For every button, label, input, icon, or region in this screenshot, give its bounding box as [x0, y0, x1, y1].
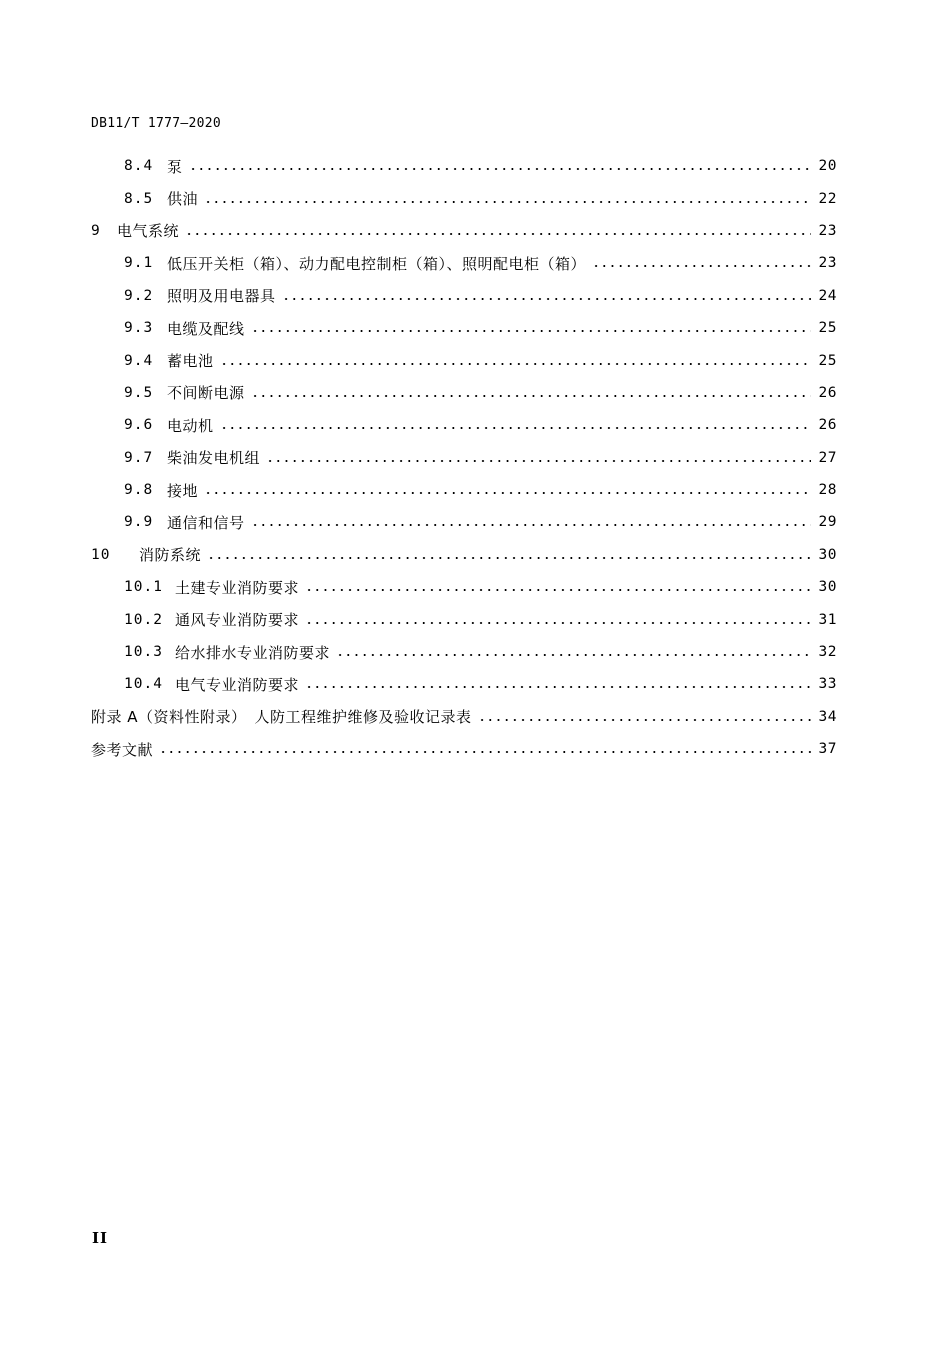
- toc-entry-number: 10.4: [124, 676, 163, 693]
- toc-dot-leader: [592, 265, 811, 267]
- toc-dot-leader: [207, 557, 811, 559]
- toc-entry-number: 9.7: [124, 449, 154, 466]
- toc-entry-page: 30: [818, 546, 837, 563]
- toc-entry-title: 接地: [167, 481, 199, 500]
- toc-entry-page: 22: [818, 190, 837, 207]
- toc-entry-page: 23: [818, 222, 837, 239]
- toc-entry-9-5[interactable]: [91, 377, 837, 409]
- toc-entry-title: 电气专业消防要求: [175, 675, 300, 694]
- toc-entry-9-6[interactable]: [91, 409, 837, 441]
- toc-entry-9[interactable]: [91, 215, 837, 247]
- toc-entry-page: 29: [818, 514, 837, 531]
- toc-entry-title: 泵: [167, 157, 183, 176]
- toc-entry-9-2[interactable]: [91, 280, 837, 312]
- toc-entry-10-3[interactable]: [91, 636, 837, 668]
- toc-entry-number: 9.5: [124, 384, 154, 401]
- toc-entry-number: 9.8: [124, 482, 154, 499]
- toc-dot-leader: [159, 751, 811, 753]
- toc-entry-title: 通风专业消防要求: [175, 611, 300, 630]
- toc-entry-page: 27: [818, 449, 837, 466]
- toc-dot-leader: [478, 719, 811, 721]
- toc-entry-title: 柴油发电机组: [167, 449, 261, 468]
- toc-entry-number: 9.1: [124, 255, 154, 272]
- toc-entry-8-4[interactable]: [91, 150, 837, 182]
- toc-entry-page: 24: [818, 287, 837, 304]
- toc-entry-page: 28: [818, 482, 837, 499]
- toc-dot-leader: [204, 201, 811, 203]
- toc-entry-page: 33: [818, 676, 837, 693]
- toc-entry-number: 9.2: [124, 287, 154, 304]
- toc-entry-10[interactable]: [91, 539, 837, 571]
- toc-dot-leader: [204, 492, 811, 494]
- toc-dot-leader: [185, 233, 811, 235]
- toc-entry-title: 通信和信号: [167, 513, 245, 532]
- toc-entry-10-2[interactable]: [91, 603, 837, 635]
- toc-entry-number: 9.9: [124, 514, 154, 531]
- toc-entry-title: 供油: [167, 190, 199, 209]
- toc-entry-page: 31: [818, 611, 837, 628]
- toc-entry-title: 参考文献: [91, 740, 154, 759]
- toc-entry-10-1[interactable]: [91, 571, 837, 603]
- toc-entry-number: 9.4: [124, 352, 154, 369]
- toc-entry-9-1[interactable]: [91, 247, 837, 279]
- toc-entry-title: 土建专业消防要求: [175, 578, 300, 597]
- toc-entry-page: 32: [818, 644, 837, 661]
- toc-entry-number: 9: [91, 222, 101, 239]
- toc-dot-leader: [282, 298, 811, 300]
- toc-dot-leader: [189, 168, 811, 170]
- toc-entry-page: 34: [818, 708, 837, 725]
- toc-dot-leader: [305, 622, 811, 624]
- toc-entry-page: 25: [818, 320, 837, 337]
- toc-dot-leader: [220, 427, 811, 429]
- toc-entry-title: 消防系统: [139, 546, 202, 565]
- toc-entry-number: 10: [91, 546, 111, 563]
- document-code-header: DB11/T 1777—2020: [91, 116, 222, 131]
- toc-dot-leader: [305, 589, 811, 591]
- toc-dot-leader: [251, 395, 811, 397]
- toc-entry-title: 低压开关柜（箱）、动力配电控制柜（箱）、照明配电柜（箱）: [167, 254, 587, 273]
- toc-entry-9-7[interactable]: [91, 442, 837, 474]
- toc-dot-leader: [336, 654, 811, 656]
- page-number-footer: II: [92, 1229, 109, 1247]
- table-of-contents: [91, 150, 837, 765]
- toc-entry-references[interactable]: [91, 733, 837, 765]
- toc-entry-9-3[interactable]: [91, 312, 837, 344]
- toc-dot-leader: [220, 363, 811, 365]
- toc-entry-title: 照明及用电器具: [167, 287, 276, 306]
- toc-entry-number: 9.3: [124, 320, 154, 337]
- toc-entry-number: 8.5: [124, 190, 154, 207]
- toc-entry-9-4[interactable]: [91, 344, 837, 376]
- toc-entry-page: 26: [818, 417, 837, 434]
- toc-entry-number: 9.6: [124, 417, 154, 434]
- toc-entry-page: 30: [818, 579, 837, 596]
- toc-entry-number: 10.1: [124, 579, 163, 596]
- toc-entry-page: 37: [818, 741, 837, 758]
- toc-entry-title: 附录 A（资料性附录） 人防工程维护维修及验收记录表: [91, 708, 472, 727]
- toc-entry-page: 25: [818, 352, 837, 369]
- toc-dot-leader: [266, 460, 811, 462]
- toc-entry-title: 电气系统: [117, 222, 180, 241]
- toc-dot-leader: [305, 686, 811, 688]
- toc-dot-leader: [251, 524, 811, 526]
- toc-entry-page: 20: [818, 158, 837, 175]
- toc-entry-number: 8.4: [124, 158, 154, 175]
- toc-entry-number: 10.3: [124, 644, 163, 661]
- toc-entry-page: 26: [818, 384, 837, 401]
- toc-entry-appendix-a[interactable]: [91, 701, 837, 733]
- toc-entry-title: 给水排水专业消防要求: [175, 643, 331, 662]
- toc-entry-10-4[interactable]: [91, 668, 837, 700]
- toc-entry-title: 蓄电池: [167, 352, 214, 371]
- toc-entry-title: 不间断电源: [167, 384, 245, 403]
- toc-entry-9-9[interactable]: [91, 506, 837, 538]
- toc-entry-title: 电缆及配线: [167, 319, 245, 338]
- toc-entry-9-8[interactable]: [91, 474, 837, 506]
- toc-entry-number: 10.2: [124, 611, 163, 628]
- toc-dot-leader: [251, 330, 811, 332]
- toc-entry-title: 电动机: [167, 416, 214, 435]
- toc-entry-8-5[interactable]: [91, 182, 837, 214]
- toc-entry-page: 23: [818, 255, 837, 272]
